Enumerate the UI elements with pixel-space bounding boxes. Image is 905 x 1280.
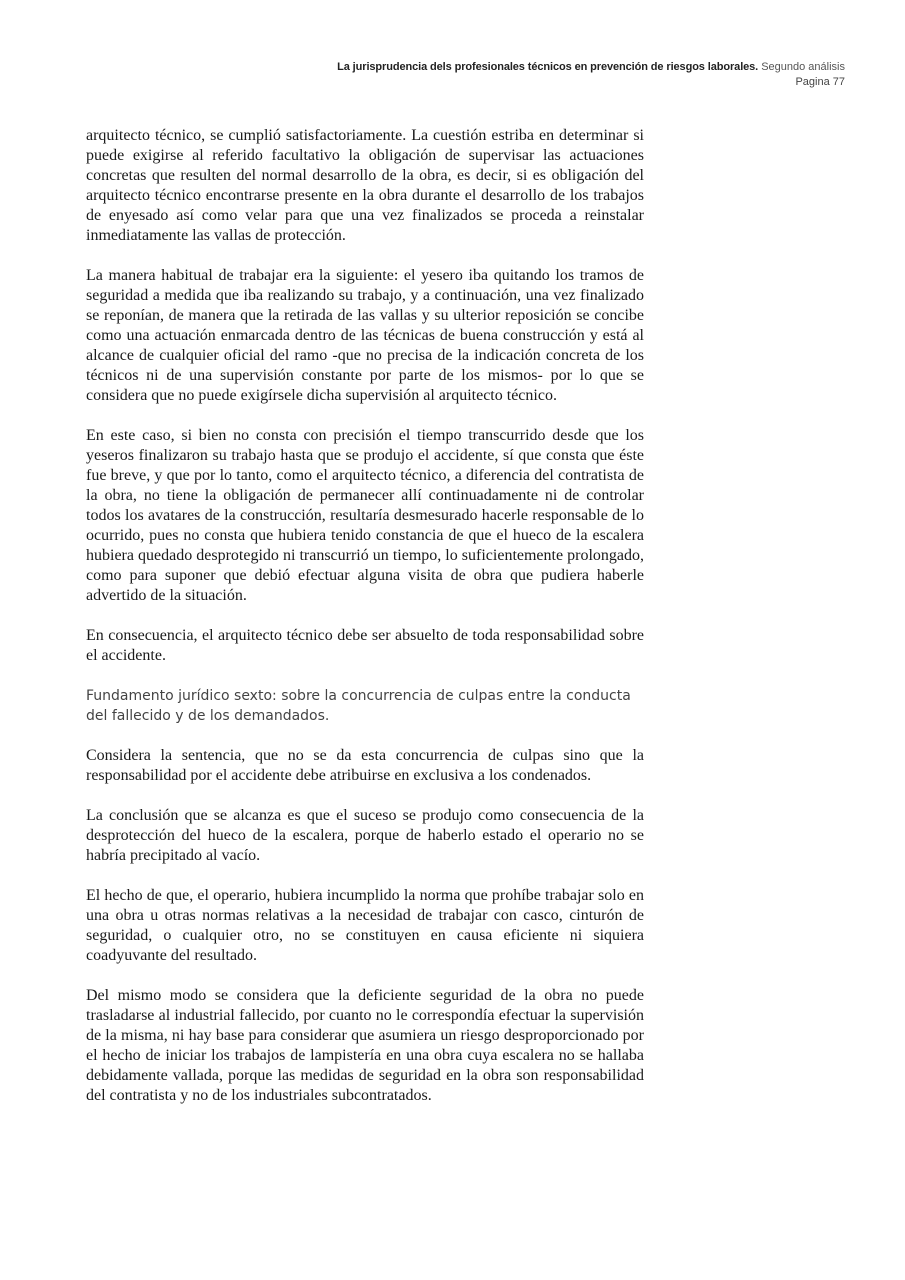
page-body	[86, 126, 644, 1126]
paragraph: En este caso, si bien no consta con precisión el tiempo transcurrido desde que los yeseros finalizaron su trabajo hasta que se produjo el accidente, sí que consta que éste fue breve, y que por lo tanto, como el arquitecto técnico, a diferencia del contratista de la obra, no tiene la obligación de permanecer allí continuadamente ni de controlar todos los avatares de la construcción, resultaría desmesurado hacerle responsable de lo ocurrido, pues no consta que hubiera tenido constancia de que el hueco de la escalera hubiera quedado desprotegido ni transcurrió un tiempo, lo suficientemente prolongado, como para suponer que debió efectuar alguna visita de obra que pudiera haberle advertido de la situación.	[86, 427, 644, 604]
paragraph: La conclusión que se alcanza es que el suceso se produjo como consecuencia de la desprotección del hueco de la escalera, porque de haberlo estado el operario no se habría precipitado al vacío.	[86, 807, 644, 864]
paragraph: Considera la sentencia, que no se da esta concurrencia de culpas sino que la responsabilidad por el accidente debe atribuirse en exclusiva a los condenados.	[86, 747, 644, 784]
paragraph: El hecho de que, el operario, hubiera incumplido la norma que prohíbe trabajar solo en una obra u otras normas relativas a la necesidad de trabajar con casco, cinturón de seguridad, o cualquier otro, no se constituyen en causa eficiente ni siquiera coadyuvante del resultado.	[86, 887, 644, 964]
paragraph: Del mismo modo se considera que la deficiente seguridad de la obra no puede trasladarse al industrial fallecido, por cuanto no le correspondía efectuar la supervisión de la misma, ni hay base para considerar que asumiera un riesgo desproporcionado por el hecho de iniciar los trabajos de lampistería en una obra cuya escalera no se hallaba debidamente vallada, porque las medidas de seguridad en la obra son responsabilidad del contratista y no de los industriales subcontratados.	[86, 987, 644, 1104]
running-header	[285, 60, 845, 90]
header-title-line	[285, 60, 845, 75]
paragraph: La manera habitual de trabajar era la siguiente: el yesero iba quitando los tramos de seguridad a medida que iba realizando su trabajo, y a continuación, una vez finalizado se reponían, de manera que la retirada de las vallas y su ulterior reposición se concibe como una actuación enmarcada dentro de las técnicas de buena construcción y está al alcance de cualquier oficial del ramo -que no precisa de la indicación concreta de los técnicos ni de una supervisión constante por parte de los mismos- por lo que se considera que no puede exigírsele dicha supervisión al arquitecto técnico.	[86, 267, 644, 404]
page-number: Pagina 77	[795, 76, 845, 88]
header-subtitle: Segundo análisis	[761, 61, 845, 73]
header-title: La jurisprudencia dels profesionales técnicos en prevención de riesgos laborales.	[337, 61, 759, 73]
section-subheading: Fundamento jurídico sexto: sobre la concurrencia de culpas entre la conducta del fallecido y de los demandados.	[86, 688, 631, 724]
paragraph: En consecuencia, el arquitecto técnico debe ser absuelto de toda responsabilidad sobre el accidente.	[86, 627, 644, 664]
paragraph: arquitecto técnico, se cumplió satisfactoriamente. La cuestión estriba en determinar si puede exigirse al referido facultativo la obligación de supervisar las actuaciones concretas que resulten del normal desarrollo de la obra, es decir, si es obligación del arquitecto técnico encontrarse presente en la obra durante el desarrollo de los trabajos de enyesado así como velar para que una vez finalizados se proceda a reinstalar inmediatamente las vallas de protección.	[86, 127, 644, 244]
